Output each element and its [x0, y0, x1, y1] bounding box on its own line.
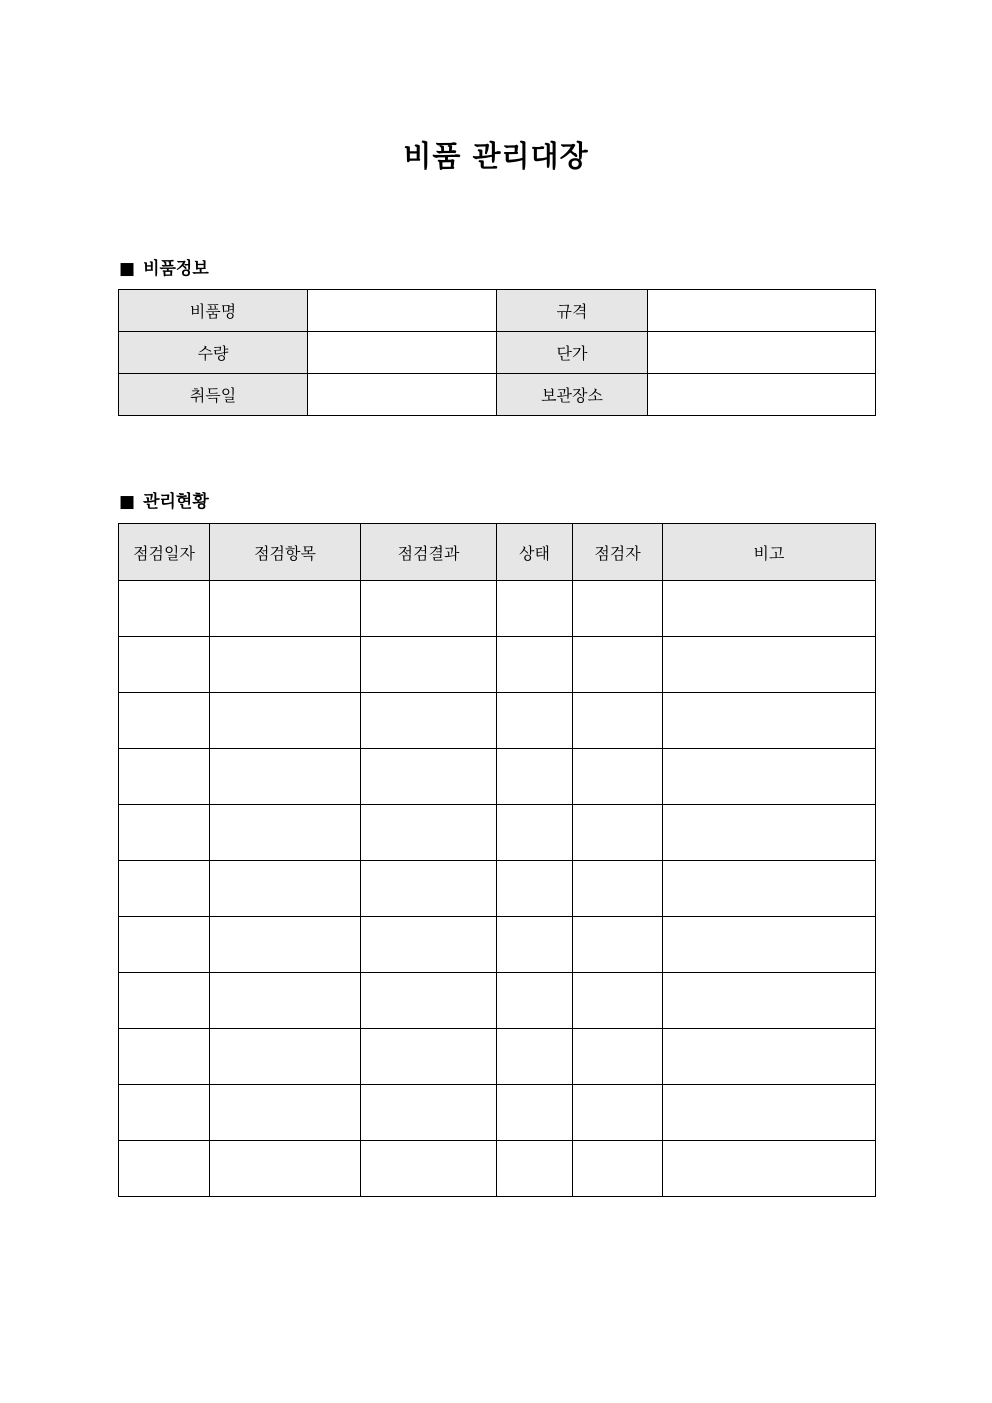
column-header: 점검항목 — [210, 524, 361, 581]
table-cell[interactable] — [573, 861, 663, 917]
table-cell[interactable] — [119, 1141, 210, 1197]
table-cell[interactable] — [573, 693, 663, 749]
label-cell: 단가 — [497, 332, 648, 374]
table-cell[interactable] — [663, 861, 876, 917]
square-bullet-icon: ■ — [119, 259, 136, 279]
column-header: 점검일자 — [119, 524, 210, 581]
management-log-table — [118, 523, 876, 1197]
table-cell[interactable] — [663, 805, 876, 861]
value-cell-storage-location[interactable] — [648, 374, 876, 416]
table-cell[interactable] — [119, 637, 210, 693]
table-cell[interactable] — [663, 637, 876, 693]
table-row — [119, 749, 876, 805]
table-cell[interactable] — [497, 1029, 573, 1085]
table-cell[interactable] — [210, 581, 361, 637]
table-cell[interactable] — [361, 805, 497, 861]
table-cell[interactable] — [210, 861, 361, 917]
table-cell[interactable] — [210, 805, 361, 861]
table-cell[interactable] — [663, 1141, 876, 1197]
table-cell[interactable] — [119, 917, 210, 973]
table-cell[interactable] — [210, 917, 361, 973]
table-header-row — [119, 524, 876, 581]
info-section-title: 비품정보 — [143, 259, 209, 279]
table-cell[interactable] — [210, 1029, 361, 1085]
table-cell[interactable] — [119, 1085, 210, 1141]
table-cell[interactable] — [497, 861, 573, 917]
table-row — [119, 973, 876, 1029]
table-row — [119, 861, 876, 917]
table-cell[interactable] — [210, 1141, 361, 1197]
table-cell[interactable] — [210, 1085, 361, 1141]
table-cell[interactable] — [663, 973, 876, 1029]
table-cell[interactable] — [497, 749, 573, 805]
table-cell[interactable] — [119, 805, 210, 861]
table-cell[interactable] — [361, 861, 497, 917]
table-row — [119, 290, 876, 332]
management-section-title: 관리현황 — [143, 492, 209, 512]
table-cell[interactable] — [119, 861, 210, 917]
table-cell[interactable] — [497, 805, 573, 861]
label-cell: 취득일 — [119, 374, 308, 416]
table-row — [119, 1085, 876, 1141]
table-row — [119, 693, 876, 749]
table-cell[interactable] — [361, 749, 497, 805]
label-cell: 수량 — [119, 332, 308, 374]
table-cell[interactable] — [497, 973, 573, 1029]
document-title: 비품 관리대장 — [403, 139, 589, 173]
table-cell[interactable] — [119, 581, 210, 637]
column-header: 상태 — [497, 524, 573, 581]
table-cell[interactable] — [573, 917, 663, 973]
table-cell[interactable] — [663, 917, 876, 973]
table-cell[interactable] — [573, 805, 663, 861]
label-cell: 보관장소 — [497, 374, 648, 416]
table-row — [119, 1141, 876, 1197]
table-cell[interactable] — [497, 581, 573, 637]
value-cell-unit-price[interactable] — [648, 332, 876, 374]
table-cell[interactable] — [361, 581, 497, 637]
table-row — [119, 1029, 876, 1085]
square-bullet-icon: ■ — [119, 492, 136, 512]
table-cell[interactable] — [573, 1085, 663, 1141]
label-cell: 규격 — [497, 290, 648, 332]
table-cell[interactable] — [663, 1029, 876, 1085]
column-header: 점검자 — [573, 524, 663, 581]
item-info-table — [118, 289, 876, 416]
table-cell[interactable] — [497, 637, 573, 693]
table-row — [119, 917, 876, 973]
table-cell[interactable] — [210, 973, 361, 1029]
table-row — [119, 581, 876, 637]
value-cell-item-name[interactable] — [308, 290, 497, 332]
column-header: 점검결과 — [361, 524, 497, 581]
table-cell[interactable] — [119, 973, 210, 1029]
table-cell[interactable] — [663, 1085, 876, 1141]
table-cell[interactable] — [361, 693, 497, 749]
info-section-heading — [119, 254, 209, 279]
table-row — [119, 374, 876, 416]
table-cell[interactable] — [497, 917, 573, 973]
table-cell[interactable] — [497, 1085, 573, 1141]
table-cell[interactable] — [119, 749, 210, 805]
table-cell[interactable] — [361, 1029, 497, 1085]
table-cell[interactable] — [497, 693, 573, 749]
table-cell[interactable] — [361, 973, 497, 1029]
column-header: 비고 — [663, 524, 876, 581]
table-cell[interactable] — [573, 1141, 663, 1197]
table-cell[interactable] — [361, 637, 497, 693]
management-section-heading — [119, 487, 209, 512]
table-cell[interactable] — [573, 973, 663, 1029]
value-cell-quantity[interactable] — [308, 332, 497, 374]
table-cell[interactable] — [210, 637, 361, 693]
table-cell[interactable] — [573, 749, 663, 805]
table-cell[interactable] — [361, 1141, 497, 1197]
table-row — [119, 637, 876, 693]
table-cell[interactable] — [663, 749, 876, 805]
value-cell-spec[interactable] — [648, 290, 876, 332]
table-cell[interactable] — [573, 637, 663, 693]
table-cell[interactable] — [573, 1029, 663, 1085]
table-cell[interactable] — [210, 749, 361, 805]
value-cell-acquired-date[interactable] — [308, 374, 497, 416]
table-cell[interactable] — [119, 1029, 210, 1085]
table-cell[interactable] — [573, 581, 663, 637]
table-cell[interactable] — [663, 581, 876, 637]
table-cell[interactable] — [497, 1141, 573, 1197]
label-cell: 비품명 — [119, 290, 308, 332]
table-row — [119, 332, 876, 374]
table-cell[interactable] — [663, 693, 876, 749]
table-cell[interactable] — [210, 693, 361, 749]
table-cell[interactable] — [361, 917, 497, 973]
table-cell[interactable] — [361, 1085, 497, 1141]
table-cell[interactable] — [119, 693, 210, 749]
table-row — [119, 805, 876, 861]
